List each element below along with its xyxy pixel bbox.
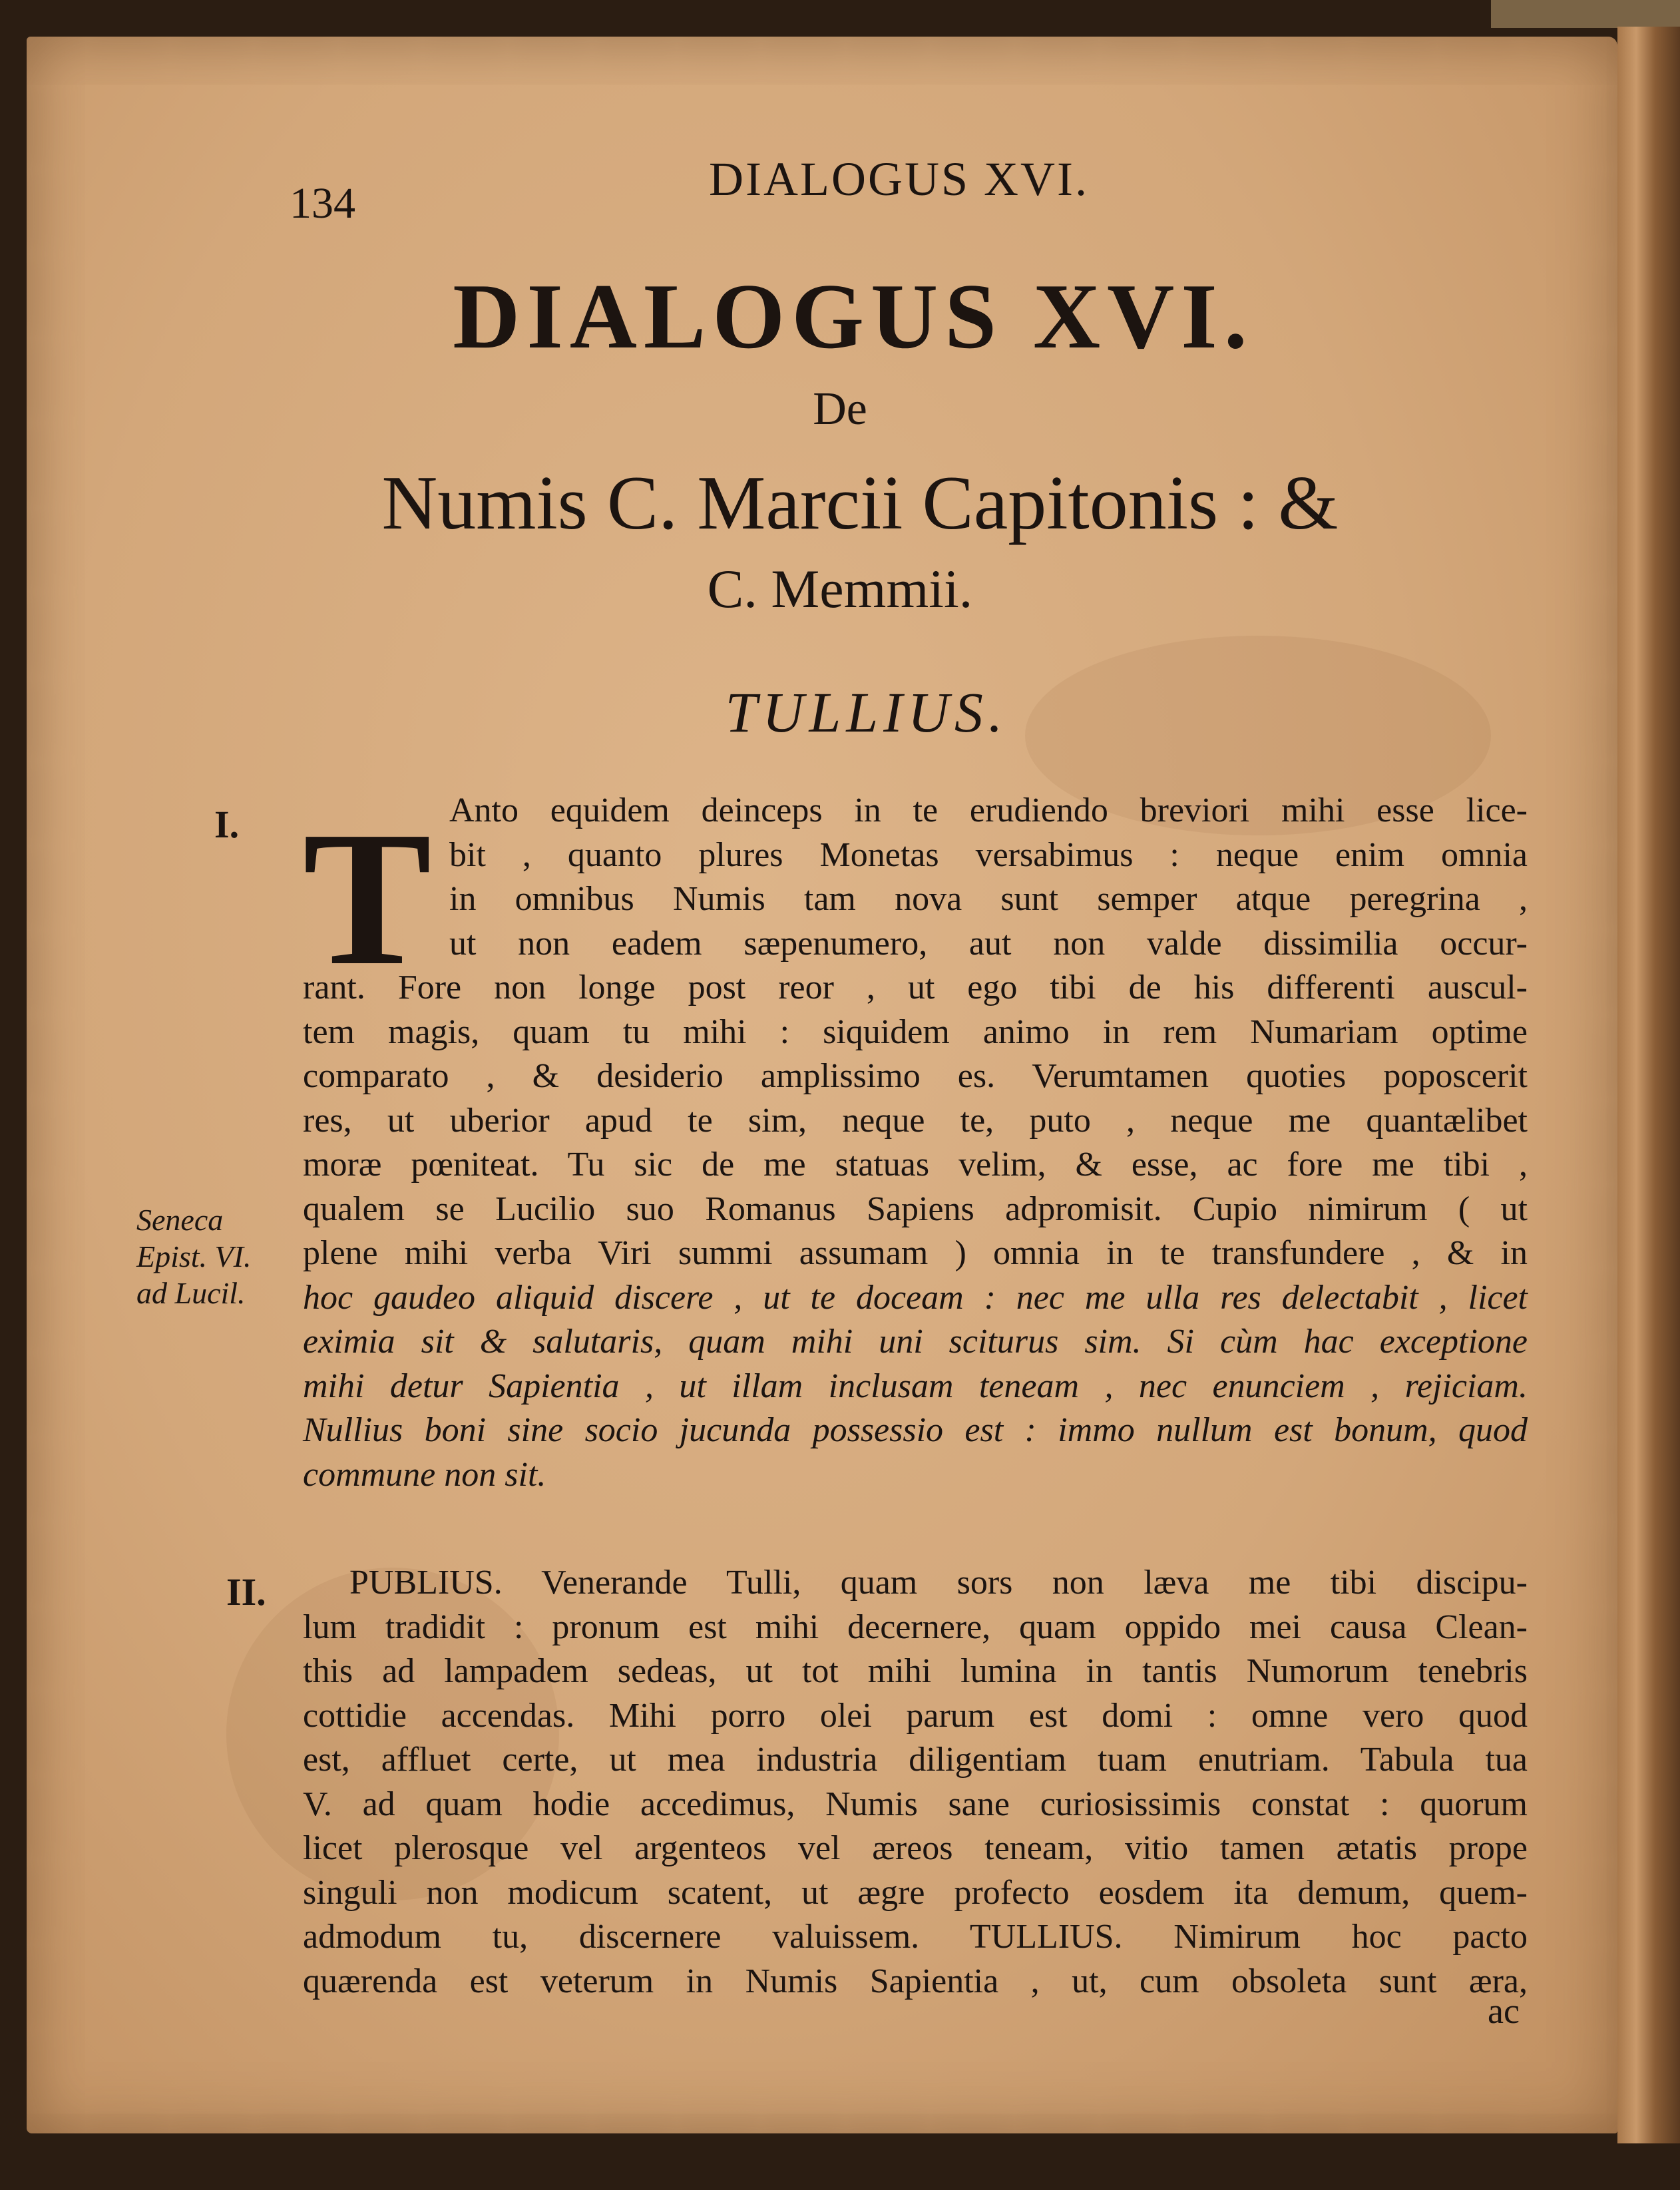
text-line: res, ut uberior apud te sim, neque te, puto , neque me quantælibet	[303, 1101, 1528, 1140]
chapter-title: DIALOGUS XVI.	[453, 265, 1254, 368]
text-line: quærenda est veterum in Numis Sapientia , ut, cum obsoleta sunt æra,	[303, 1962, 1528, 2000]
text-line: V. ad quam hodie accedimus, Numis sane curiosissimis constat : quorum	[303, 1785, 1528, 1823]
text-line: Anto equidem deinceps in te erudiendo breviori mihi esse lice-	[449, 791, 1528, 829]
chapter-subtitle-main: Numis C. Marcii Capitonis : &	[381, 461, 1339, 546]
text-line: est, affluet certe, ut mea industria diligentiam tuam enutriam. Tabula tua	[303, 1741, 1528, 1779]
text-line: ut non eadem sæpenumero, aut non valde dissimilia occur-	[449, 924, 1528, 963]
section2-body	[303, 1561, 1528, 2004]
margin-note-line: ad Lucil.	[136, 1276, 246, 1310]
text-line: this ad lampadem sedeas, ut tot mihi lumina in tantis Numorum tenebris	[303, 1652, 1528, 1690]
text-line: eximia sit & salutaris, quam mihi uni sciturus sim. Si cùm hac exceptione	[303, 1323, 1528, 1361]
section1-opening-lines	[449, 789, 1528, 966]
text-line: admodum tu, discernere valuissem. TULLIUS. Nimirum hoc pacto	[303, 1918, 1528, 1956]
margin-note	[136, 1202, 251, 1311]
text-line: mihi detur Sapientia , ut illam inclusam teneam , nec enunciem , rejiciam.	[303, 1367, 1528, 1405]
margin-note-line: Seneca	[136, 1203, 224, 1237]
text-line: comparato , & desiderio amplissimo es. Verumtamen quoties poposcerit	[303, 1057, 1528, 1095]
section-number-1: I.	[214, 803, 240, 846]
chapter-subtitle-second: C. Memmii.	[707, 558, 973, 619]
text-line: plene mihi verba Viri summi assumam ) omnia in te transfundere , & in	[303, 1234, 1528, 1272]
text-line: licet plerosque vel argenteos vel æreos teneam, vitio tamen ætatis prope	[303, 1829, 1528, 1867]
catchword: ac	[1488, 1991, 1520, 2031]
text-line: tem magis, quam tu mihi : siquidem animo in rem Numariam optime	[303, 1012, 1528, 1051]
text-line: qualem se Lucilio suo Romanus Sapiens adpromisit. Cupio nimirum ( ut	[303, 1190, 1528, 1228]
text-line: cottidie accendas. Mihi porro olei parum est domi : omne vero quod	[303, 1696, 1528, 1735]
text-line: moræ pœniteat. Tu sic de me statuas velim, & esse, ac fore me tibi ,	[303, 1146, 1528, 1184]
running-head: DIALOGUS XVI.	[709, 152, 1089, 206]
margin-note-line: Epist. VI.	[136, 1239, 252, 1273]
section1-body	[303, 966, 1528, 1497]
drop-cap: T	[303, 791, 432, 1005]
text-line: singuli non modicum scatent, ut ægre profecto eosdem ita demum, quem-	[303, 1873, 1528, 1912]
book-top-edge	[1491, 0, 1680, 28]
text-line: PUBLIUS. Venerande Tulli, quam sors non læva me tibi discipu-	[349, 1564, 1528, 1602]
text-line: hoc gaudeo aliquid discere , ut te doceam : nec me ulla res delectabit , licet	[303, 1278, 1528, 1317]
text-line: bit , quanto plures Monetas versabimus : neque enim omnia	[449, 835, 1528, 874]
chapter-subtitle-de: De	[813, 383, 867, 435]
text-line: Nullius boni sine socio jucunda possessio est : immo nullum est bonum, quod	[303, 1411, 1528, 1449]
speaker-heading: TULLIUS.	[725, 680, 1008, 744]
text-line: rant. Fore non longe post reor , ut ego tibi de his differenti auscul-	[303, 969, 1528, 1006]
text-line: commune non sit.	[303, 1455, 546, 1494]
text-line: lum tradidit : pronum est mihi decernere, quam oppido mei causa Clean-	[303, 1608, 1528, 1646]
page-number: 134	[290, 179, 355, 228]
text-line: in omnibus Numis tam nova sunt semper atque peregrina ,	[449, 880, 1528, 918]
section-number-2: II.	[226, 1570, 266, 1614]
